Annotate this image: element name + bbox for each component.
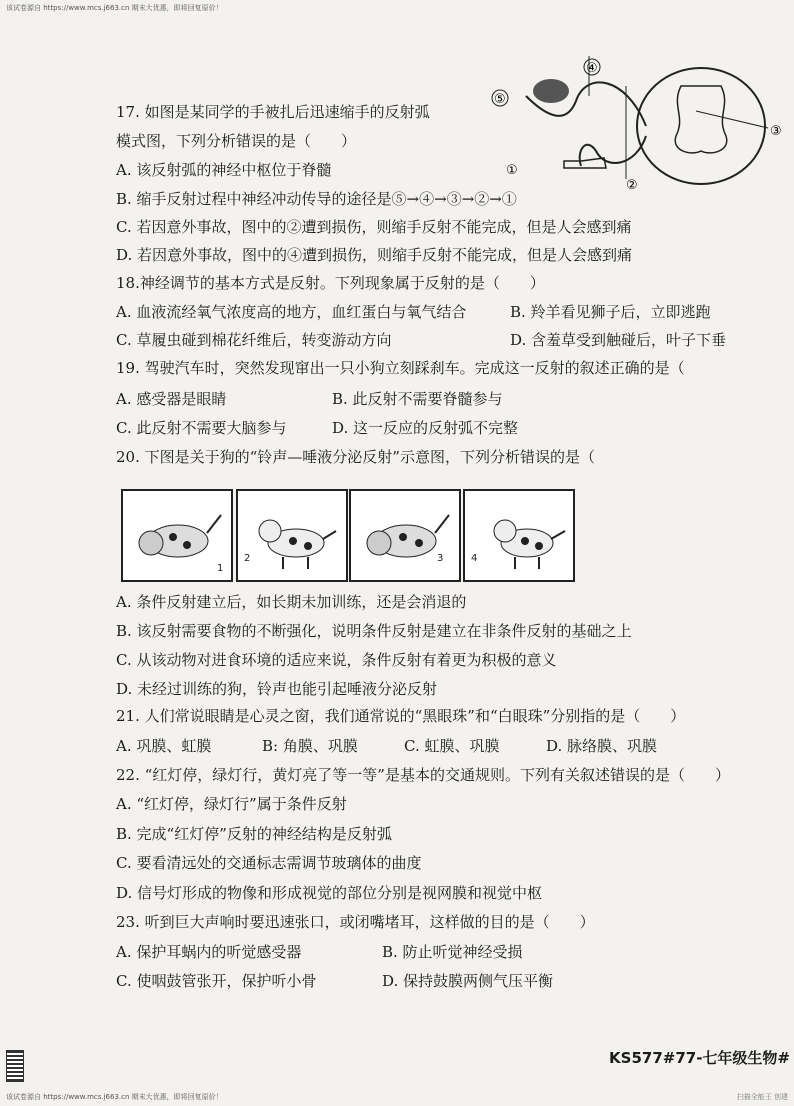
q19-option-b: B. 此反射不需要脊髓参与 xyxy=(332,390,503,408)
q23-option-a: A. 保护耳蜗内的听觉感受器 xyxy=(116,943,302,961)
label-3: ③ xyxy=(770,124,782,139)
q22-stem: 22. “红灯停，绿灯行，黄灯亮了等一等”是基本的交通规则。下列有关叙述错误的是（ ） xyxy=(116,766,730,784)
q17-option-a: A. 该反射弧的神经中枢位于脊髓 xyxy=(116,161,332,179)
q21-option-d: D. 脉络膜、巩膜 xyxy=(546,737,658,755)
q18-option-a: A. 血液流经氧气浓度高的地方，血红蛋白与氧气结合 xyxy=(116,303,467,321)
source-header: 该试卷源自 https://www.mcs.j663.cn 期末大优惠，即将回复原价！ xyxy=(6,4,223,12)
q18-option-b: B. 羚羊看见狮子后，立即逃跑 xyxy=(510,303,711,321)
q21-option-b: B: 角膜、巩膜 xyxy=(262,737,358,755)
q23-stem: 23. 听到巨大声响时要迅速张口，或闭嘴堵耳，这样做的目的是（ ） xyxy=(116,913,595,931)
dog-panel-1 xyxy=(121,489,233,582)
q23-option-b: B. 防止听觉神经受损 xyxy=(382,943,523,961)
q19-option-c: C. 此反射不需要大脑参与 xyxy=(116,419,287,437)
q22-option-a: A. “红灯停，绿灯行”属于条件反射 xyxy=(116,795,347,813)
q17-stem-2: 模式图，下列分析错误的是（ ） xyxy=(116,132,357,150)
label-1: ① xyxy=(506,163,518,178)
q19-option-d: D. 这一反应的反射弧不完整 xyxy=(332,419,519,437)
q22-option-b: B. 完成“红灯停”反射的神经结构是反射弧 xyxy=(116,825,392,843)
q20-stem: 20. 下图是关于狗的“铃声—唾液分泌反射”示意图，下列分析错误的是（ xyxy=(116,448,595,466)
q22-option-c: C. 要看清远处的交通标志需调节玻璃体的曲度 xyxy=(116,854,422,872)
label-4: ④ xyxy=(586,61,598,76)
q19-option-a: A. 感受器是眼睛 xyxy=(116,390,227,408)
q20-option-d: D. 未经过训练的狗，铃声也能引起唾液分泌反射 xyxy=(116,680,438,698)
q23-option-c: C. 使咽鼓管张开，保护听小骨 xyxy=(116,972,317,990)
q23-option-d: D. 保持鼓膜两侧气压平衡 xyxy=(382,972,554,990)
label-2: ② xyxy=(626,178,638,193)
panel-4-number: 4 xyxy=(471,553,478,564)
q19-stem: 19. 驾驶汽车时，突然发现窜出一只小狗立刻踩刹车。完成这一反射的叙述正确的是（ xyxy=(116,359,685,377)
dog-panel-2 xyxy=(236,489,348,582)
q22-option-d: D. 信号灯形成的物像和形成视觉的部位分别是视网膜和视觉中枢 xyxy=(116,884,543,902)
q20-option-a: A. 条件反射建立后，如长期未加训练，还是会消退的 xyxy=(116,593,467,611)
q17-option-d: D. 若因意外事故，图中的④遭到损伤，则缩手反射不能完成，但是人会感到痛 xyxy=(116,246,633,264)
q18-stem: 18.神经调节的基本方式是反射。下列现象属于反射的是（ ） xyxy=(116,274,545,292)
panel-1-number: 1 xyxy=(217,563,224,574)
dog-panel-4 xyxy=(463,489,575,582)
q20-option-c: C. 从该动物对进食环境的适应来说，条件反射有着更为积极的意义 xyxy=(116,651,557,669)
label-5: ⑤ xyxy=(494,92,506,107)
qr-code xyxy=(6,1050,24,1082)
q21-option-c: C. 虹膜、巩膜 xyxy=(404,737,500,755)
source-footer: 该试卷源自 https://www.mcs.j663.cn 期末大优惠，即将回复原价！ xyxy=(6,1093,223,1101)
q21-stem: 21. 人们常说眼睛是心灵之窗，我们通常说的“黑眼珠”和“白眼珠”分别指的是（ ） xyxy=(116,707,686,725)
q21-option-a: A. 巩膜、虹膜 xyxy=(116,737,212,755)
panel-3-number: 3 xyxy=(437,553,444,564)
page-code: KS577#77-七年级生物# xyxy=(609,1049,790,1067)
q18-option-d: D. 含羞草受到触碰后，叶子下垂 xyxy=(510,331,727,349)
q17-option-b: B. 缩手反射过程中神经冲动传导的途径是⑤→④→③→②→① xyxy=(116,190,517,208)
q20-option-b: B. 该反射需要食物的不断强化，说明条件反射是建立在非条件反射的基础之上 xyxy=(116,622,632,640)
q17-stem-1: 17. 如图是某同学的手被扎后迅速缩手的反射弧 xyxy=(116,103,430,121)
scanner-watermark: 扫描全能王 创建 xyxy=(736,1093,788,1101)
panel-2-number: 2 xyxy=(244,553,251,564)
reflex-arc-diagram xyxy=(486,56,786,196)
dog-panel-3 xyxy=(349,489,461,582)
q18-option-c: C. 草履虫碰到棉花纤维后，转变游动方向 xyxy=(116,331,392,349)
q17-option-c: C. 若因意外事故，图中的②遭到损伤，则缩手反射不能完成，但是人会感到痛 xyxy=(116,218,632,236)
